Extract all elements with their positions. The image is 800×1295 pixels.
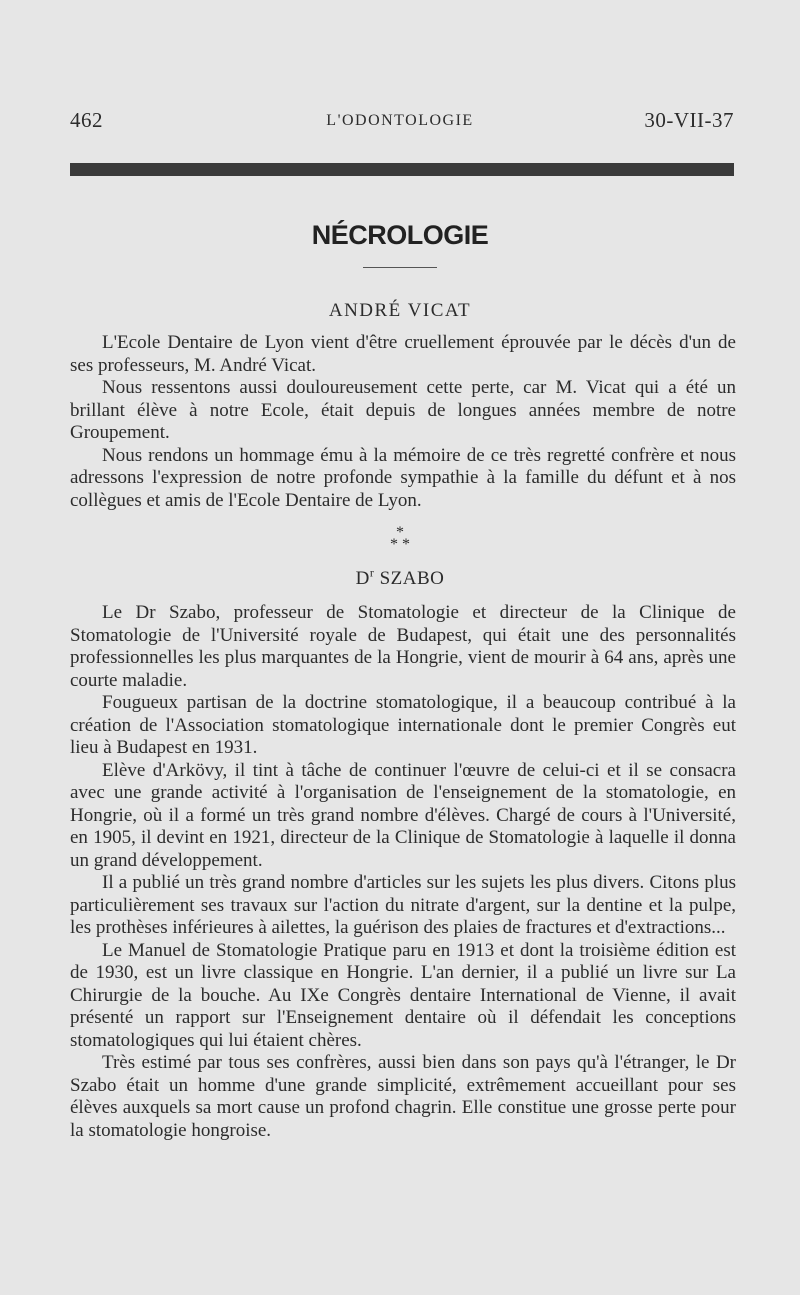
heading-superscript: r [369,565,375,580]
title-rule [363,267,437,268]
article-body-szabo [70,602,736,1142]
heading-name: SZABO [374,568,445,589]
paragraph: Il a publié un très grand nombre d'articles sur les sujets les plus divers. Citons plus particulièrement ses travaux sur l'action du nitrate d'argent, sur la dentine et la pulpe, les prothèses inférieures à ailettes, la guérison des plaies de fractures et d'extractions... [70,872,736,938]
paragraph: Très estimé par tous ses confrères, aussi bien dans son pays qu'à l'étranger, le Dr Szabo était un homme d'une grande simplicité, extrêmement accueillant pour ses élèves auxquels sa mort cause un profond chagrin. Elle constitue une grosse perte pour la stomatologie hongroise. [70,1052,736,1141]
page-number: 462 [70,108,103,132]
paragraph: L'Ecole Dentaire de Lyon vient d'être cruellement éprouvée par le décès d'un de ses professeurs, M. André Vicat. [70,332,736,376]
heading-prefix: D [355,568,370,589]
asterism-bottom: * * [390,536,410,553]
article-body-vicat [70,332,736,512]
issue-date: 30-VII-37 [644,108,734,132]
paragraph: Elève d'Arkövy, il tint à tâche de continuer l'œuvre de celui-ci et il se consacra avec une grande activité à l'organisation de l'enseignement de la stomatologie, en Hongrie, où il a formé un très grand nombre d'élèves. Chargé de cours à l'Université, en 1905, il devint en 1921, directeur de la Clinique de Stomatologie à laquelle il donna un grand développement. [70,759,736,871]
asterism-top: * [396,524,404,541]
paragraph: Fougueux partisan de la doctrine stomatologique, il a beaucoup contribué à la création de l'Association stomatologique internationale dont le premier Congrès eut lieu à Budapest en 1931. [70,692,736,758]
paragraph: Le Dr Szabo, professeur de Stomatologie et directeur de la Clinique de Stomatologie de l'Université royale de Budapest, qui était une des personnalités professionnelles les plus marquantes de la Hongrie, vient de mourir à 64 ans, après une courte maladie. [70,602,736,691]
running-title: L'ODONTOLOGIE [326,112,474,129]
paragraph: Nous ressentons aussi douloureusement cette perte, car M. Vicat qui a été un brillant élève à notre Ecole, était depuis de longues années membre de notre Groupement. [70,377,736,443]
decorative-bar [70,163,734,176]
paragraph: Le Manuel de Stomatologie Pratique paru en 1913 et dont la troisième édition est de 1930, est un livre classique en Hongrie. L'an dernier, il a publié un livre sur La Chirurgie de la bouche. Au IXe Congrès dentaire International de Vienne, il avait présenté un rapport sur l'Enseignement dentaire où il défendait les conceptions stomatologiques qui lui étaient chères. [70,939,736,1051]
article-heading-szabo [0,565,800,590]
section-title: NÉCROLOGIE [311,220,489,250]
asterism-separator [0,524,800,553]
article-heading-vicat: ANDRÉ VICAT [328,300,472,321]
paragraph: Nous rendons un hommage ému à la mémoire de ce très regretté confrère et nous adressons l'expression de notre profonde sympathie à la famille du défunt et à nos collègues et amis de l'Ecole Dentaire de Lyon. [70,444,736,511]
